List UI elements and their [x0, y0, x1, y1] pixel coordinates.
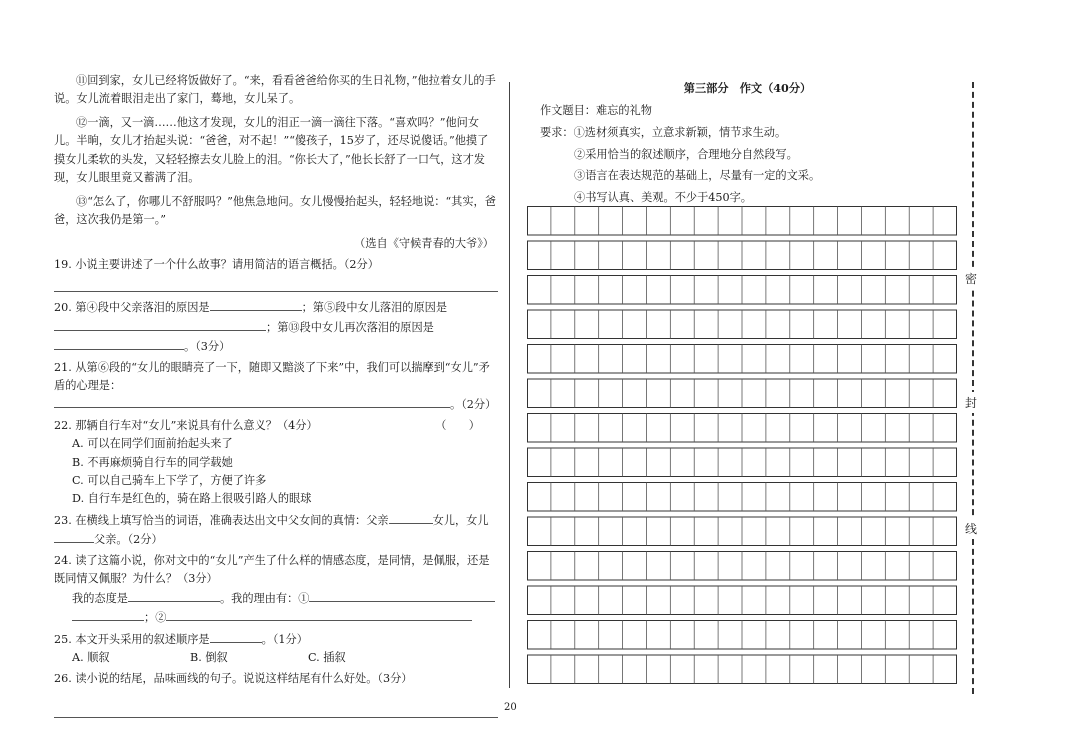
story-paragraph-11: ⑪回到家，女儿已经将饭做好了。“来，看看爸爸给你买的生日礼物，”他拉着女儿的手说。女儿流着眼泪走出了家门，蓦地，女儿呆了。: [54, 74, 496, 106]
q23-blank-1[interactable]: [389, 511, 433, 524]
q23-part3: 父亲。（2分）: [94, 533, 163, 547]
q24-reason1-cont-blank[interactable]: [72, 608, 144, 621]
q24-answer-line1: [54, 589, 498, 608]
q23-part2: 女儿，女儿: [432, 513, 489, 527]
essay-section: [540, 78, 955, 209]
q20-blank-2[interactable]: [54, 318, 266, 331]
q22-option-c[interactable]: C. 可以自己骑车上下学了，方便了许多: [72, 473, 267, 487]
q25-part2: 。（1分）: [261, 632, 308, 646]
reading-questions-column: [54, 72, 498, 724]
question-23-line2: [54, 530, 498, 549]
q23-blank-2[interactable]: [54, 530, 94, 543]
question-24: 24. 读了这篇小说，你对文中的“女儿”产生了什么样的情感态度，是同情，是佩服，还是既同情又佩服？为什么？（3分）: [54, 554, 490, 586]
question-25: [54, 630, 498, 649]
q24-attitude-label: 我的态度是: [72, 591, 128, 605]
q21-score: 。（2分）: [450, 398, 497, 412]
question-20: [54, 298, 498, 317]
binding-mark-xian: 线: [965, 518, 977, 539]
q20-blank-3[interactable]: [54, 337, 184, 350]
q23-part1: 23. 在横线上填写恰当的词语，准确表达出文中父女间的真情：父亲: [54, 513, 389, 527]
q25-part1: 25. 本文开头采用的叙述顺序是: [54, 632, 210, 646]
q21-blank[interactable]: [54, 395, 450, 408]
page-number: 20: [504, 702, 517, 713]
binding-mark-feng: 封: [965, 392, 977, 413]
question-20-line3: [54, 337, 498, 356]
essay-requirement-1: 要求：①选材须真实，立意求新颖，情节求生动。: [540, 125, 787, 139]
story-source: （选自《守候青春的大爷》）: [354, 237, 494, 251]
essay-topic: 作文题目：难忘的礼物: [540, 103, 652, 117]
q25-option-c[interactable]: C. 插叙: [308, 650, 346, 664]
question-21: 21. 从第⑥段的“女儿的眼睛亮了一下，随即又黯淡了下来”中，我们可以揣摩到“女儿”矛盾的心理是：: [54, 360, 490, 392]
q22-option-a[interactable]: A. 可以在同学们面前抬起头来了: [72, 437, 233, 451]
q19-answer-line[interactable]: [54, 276, 498, 292]
q24-attitude-blank[interactable]: [128, 589, 220, 602]
binding-fold-line: [972, 82, 974, 694]
q24-reason-label: 。我的理由有：①: [219, 591, 310, 605]
question-19: 19. 小说主要讲述了一个什么故事？请用简洁的语言概括。（2分）: [54, 258, 379, 272]
q20-part3: ；第⑬段中女儿再次落泪的原因是: [266, 320, 434, 334]
essay-section-title: 第三部分 作文（40分）: [683, 81, 812, 95]
question-22: [54, 417, 498, 435]
story-paragraph-12: ⑫一滴，又一滴……他这才发现，女儿的泪正一滴一滴往下落。“喜欢吗？”他问女儿。半晌，女儿才抬起头说：“爸爸，对不起！”“傻孩子，15岁了，还尽说傻话。”他摸了摸女儿柔软的头发，又轻轻擦去女儿脸上的泪。“你长大了，”他长长舒了一口气，这才发现，女儿眼里竟又蓄满了泪。: [54, 116, 489, 184]
q20-blank-1[interactable]: [210, 298, 302, 311]
q22-answer-paren[interactable]: （ ）: [435, 419, 480, 433]
question-26: 26. 读小说的结尾，品味画线的句子。说说这样结尾有什么好处。（3分）: [54, 672, 413, 686]
q20-part1: 20. 第④段中父亲落泪的原因是: [54, 301, 210, 315]
q20-part2: ；第⑤段中女儿落泪的原因是: [301, 301, 448, 315]
binding-mark-mi: 密: [965, 268, 977, 289]
essay-writing-grid[interactable]: [527, 206, 957, 690]
question-21-line2: [54, 395, 498, 414]
story-paragraph-13: ⑬“怎么了，你哪儿不舒服吗？”他焦急地问。女儿慢慢抬起头，轻轻地说：“其实，爸爸，这次我仍是第一。”: [54, 194, 496, 226]
q24-reason2-blank[interactable]: [166, 608, 472, 621]
question-23: [54, 511, 498, 530]
q26-answer-line[interactable]: [54, 702, 498, 718]
q25-options: [54, 649, 498, 667]
q24-reason2-label: ；②: [144, 610, 167, 624]
q22-option-b[interactable]: B. 不再麻烦骑自行车的同学载她: [72, 455, 233, 469]
q20-part4: 。（3分）: [184, 339, 231, 353]
essay-requirement-4: ④书写认真、美观。不少于450字。: [574, 191, 752, 205]
q25-option-a[interactable]: A. 顺叙: [72, 650, 110, 664]
q25-option-b[interactable]: B. 倒叙: [190, 650, 228, 664]
essay-requirement-2: ②采用恰当的叙述顺序，合理地分自然段写。: [574, 147, 798, 161]
essay-requirement-3: ③语言在表达规范的基础上，尽量有一定的文采。: [574, 169, 821, 183]
column-divider: [509, 82, 510, 688]
q25-blank[interactable]: [210, 630, 262, 643]
q22-text: 22. 那辆自行车对“女儿”来说具有什么意义？（4分）: [54, 419, 318, 433]
q24-answer-line2: [54, 608, 498, 627]
question-20-line2: [54, 318, 498, 337]
q22-option-d[interactable]: D. 自行车是红色的，骑在路上很吸引路人的眼球: [72, 491, 312, 505]
q24-reason1-blank[interactable]: [309, 589, 495, 602]
